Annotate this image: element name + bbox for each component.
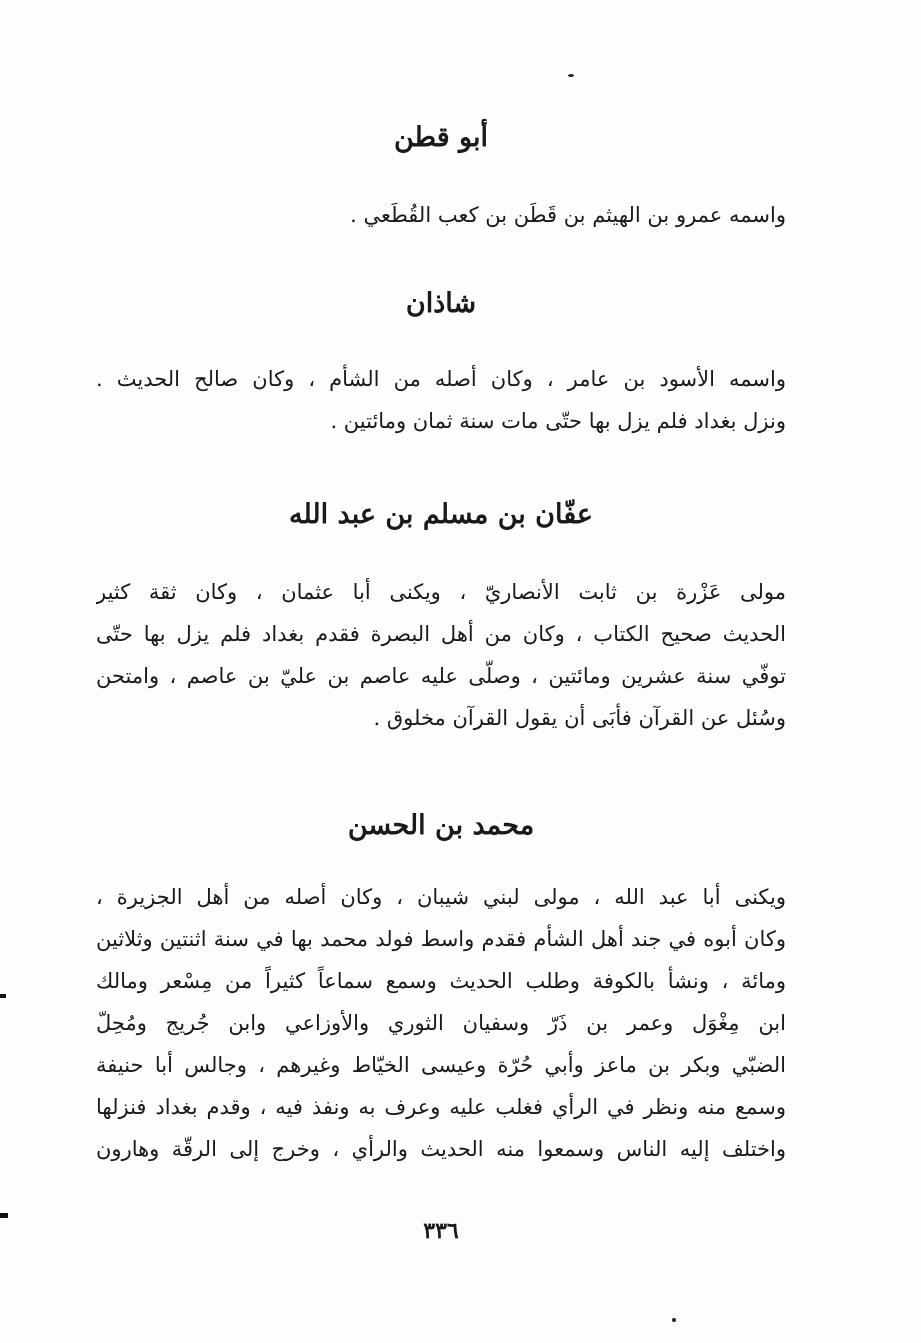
text-line: الحديث صحيح الكتاب ، وكان من أهل البصرة فقدم بغداد فلم يزل بها حتّى bbox=[96, 622, 786, 646]
text-line: واختلف إليه الناس وسمعوا منه الحديث والرأي ، وخرج إلى الرقّة وهارون bbox=[96, 1137, 786, 1161]
section-body-abu-qatan bbox=[96, 194, 786, 236]
text-line: ويكنى أبا عبد الله ، مولى لبني شيبان ، وكان أصله من أهل الجزيرة ، bbox=[96, 885, 786, 909]
page-number: ٣٣٦ bbox=[423, 1218, 459, 1244]
section-heading-shadhan: شاذان bbox=[405, 288, 477, 319]
scan-speck bbox=[672, 1318, 676, 1322]
text-line: واسمه عمرو بن الهيثم بن قَطَن بن كعب القُطَعي . bbox=[350, 203, 786, 227]
text-line: وكان أبوه في جند أهل الشأم فقدم واسط فولد محمد بها في سنة اثنتين وثلاثين bbox=[96, 927, 786, 951]
section-heading-muhammad-ibn-al-hasan: محمد بن الحسن bbox=[347, 810, 535, 841]
text-line: توفّي سنة عشرين ومائتين ، وصلّى عليه عاصم بن عليّ بن عاصم ، وامتحن bbox=[96, 664, 786, 688]
text-line: ونزل بغداد فلم يزل بها حتّى مات سنة ثمان ومائتين . bbox=[330, 409, 786, 433]
section-body-shadhan bbox=[96, 358, 786, 442]
section-heading-affan: عفّان بن مسلم بن عبد الله bbox=[289, 499, 593, 530]
text-line: وسمع منه ونظر في الرأي فغلب عليه وعرف به ونفذ فيه ، وقدم بغداد فنزلها bbox=[96, 1095, 786, 1119]
text-line: ابن مِغْوَل وعمر بن ذَرّ وسفيان الثوري والأوزاعي وابن جُريج ومُحِلّ bbox=[96, 1011, 786, 1035]
section-body-muhammad-ibn-al-hasan bbox=[96, 876, 786, 1170]
text-line: مولى عَزْرة بن ثابت الأنصاريّ ، ويكنى أبا عثمان ، وكان ثقة كثير bbox=[96, 580, 786, 604]
text-line: وسُئل عن القرآن فأبَى أن يقول القرآن مخلوق . bbox=[373, 706, 786, 730]
section-heading-abu-qatan: أبو قطن bbox=[394, 122, 488, 153]
text-line: الضبّي وبكر بن ماعز وأبي حُرّة وعيسى الخيّاط وغيرهم ، وجالس أبا حنيفة bbox=[96, 1053, 786, 1077]
edge-mark bbox=[0, 994, 6, 998]
edge-mark bbox=[0, 1213, 8, 1218]
section-body-affan bbox=[96, 571, 786, 739]
text-line: ومائة ، ونشأ بالكوفة وطلب الحديث وسمع سماعاً كثيراً من مِسْعر ومالك bbox=[96, 969, 786, 993]
text-line: واسمه الأسود بن عامر ، وكان أصله من الشأم ، وكان صالح الحديث . bbox=[96, 367, 786, 391]
scan-speck bbox=[568, 74, 574, 77]
